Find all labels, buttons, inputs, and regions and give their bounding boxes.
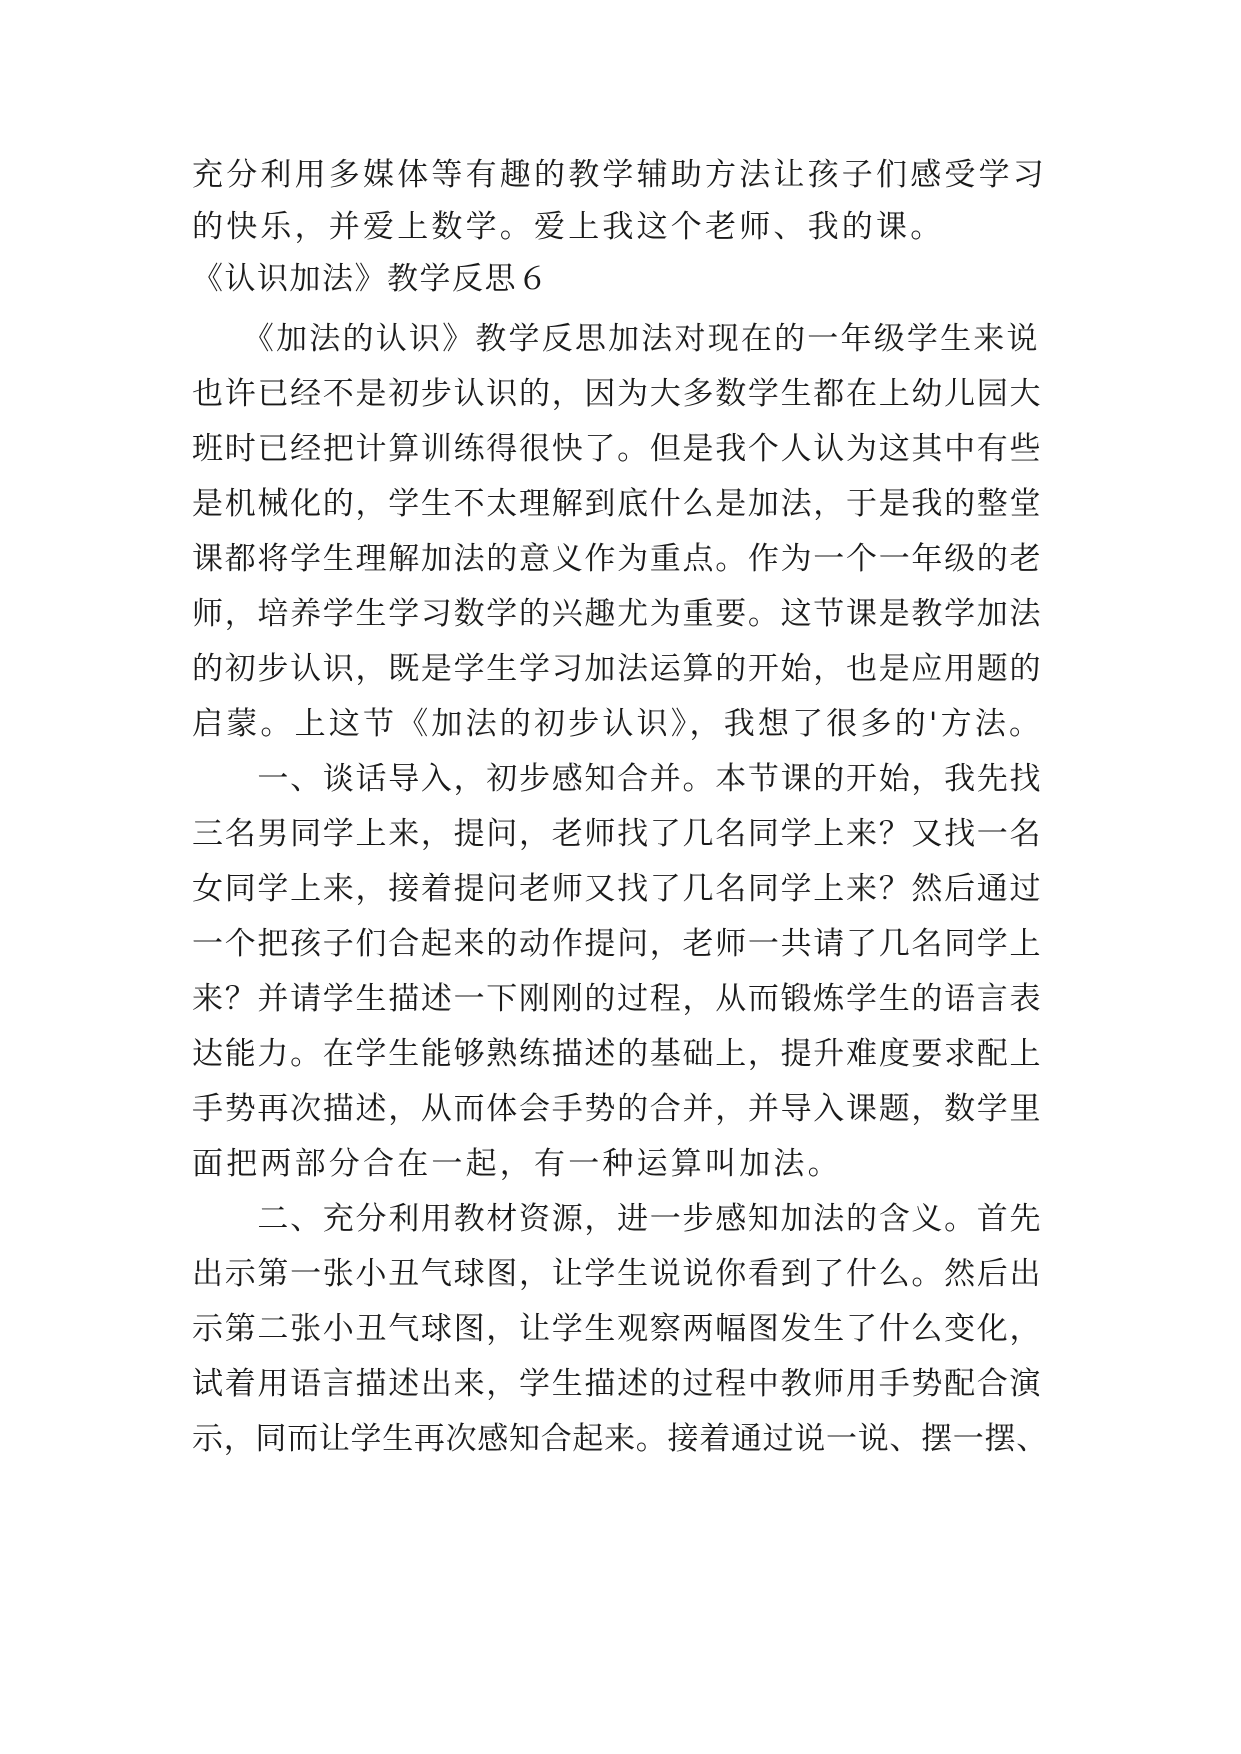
paragraph-line: 一、谈话导入，初步感知合并。本节课的开始，我先找 (192, 761, 1043, 797)
paragraph-line: 是机械化的，学生不太理解到底什么是加法，于是我的整堂 (192, 486, 1043, 522)
section-heading: 《认识加法》教学反思６ (192, 261, 550, 297)
paragraph-line: 手势再次描述，从而体会手势的合并，并导入课题，数学里 (192, 1091, 1043, 1127)
paragraph-line: 一个把孩子们合起来的动作提问，老师一共请了几名同学上 (192, 926, 1043, 962)
paragraph-line: 示，同而让学生再次感知合起来。接着通过说一说、摆一摆、 (192, 1421, 1048, 1457)
paragraph-line: 来？并请学生描述一下刚刚的过程，从而锻炼学生的语言表 (192, 981, 1043, 1017)
paragraph-line: 二、充分利用教材资源，进一步感知加法的含义。首先 (192, 1201, 1043, 1237)
paragraph-line: 的快乐，并爱上数学。爱上我这个老师、我的课。 (192, 209, 945, 245)
paragraph-line: 面把两部分合在一起，有一种运算叫加法。 (192, 1146, 842, 1182)
paragraph-line: 充分利用多媒体等有趣的教学辅助方法让孩子们感受学习 (192, 157, 1047, 193)
paragraph-line: 也许已经不是初步认识的，因为大多数学生都在上幼儿园大 (192, 376, 1043, 412)
paragraph-line: 师，培养学生学习数学的兴趣尤为重要。这节课是教学加法 (192, 596, 1043, 632)
paragraph-line: 达能力。在学生能够熟练描述的基础上，提升难度要求配上 (192, 1036, 1043, 1072)
paragraph-line: 女同学上来，接着提问老师又找了几名同学上来？然后通过 (192, 871, 1043, 907)
paragraph-line: 出示第一张小丑气球图，让学生说说你看到了什么。然后出 (192, 1256, 1043, 1292)
paragraph-line: 示第二张小丑气球图，让学生观察两幅图发生了什么变化， (192, 1311, 1043, 1347)
paragraph-line: 三名男同学上来，提问，老师找了几名同学上来？又找一名 (192, 816, 1043, 852)
paragraph-line: 《加法的认识》教学反思加法对现在的一年级学生来说 (192, 321, 1040, 357)
paragraph-line: 班时已经把计算训练得很快了。但是我个人认为这其中有些 (192, 431, 1043, 467)
paragraph-line: 试着用语言描述出来，学生描述的过程中教师用手势配合演 (192, 1366, 1043, 1402)
paragraph-line: 的初步认识，既是学生学习加法运算的开始，也是应用题的 (192, 651, 1043, 687)
paragraph-line: 启蒙。上这节《加法的初步认识》，我想了很多的'方法。 (192, 706, 1044, 742)
paragraph-line: 课都将学生理解加法的意义作为重点。作为一个一年级的老 (192, 541, 1043, 577)
